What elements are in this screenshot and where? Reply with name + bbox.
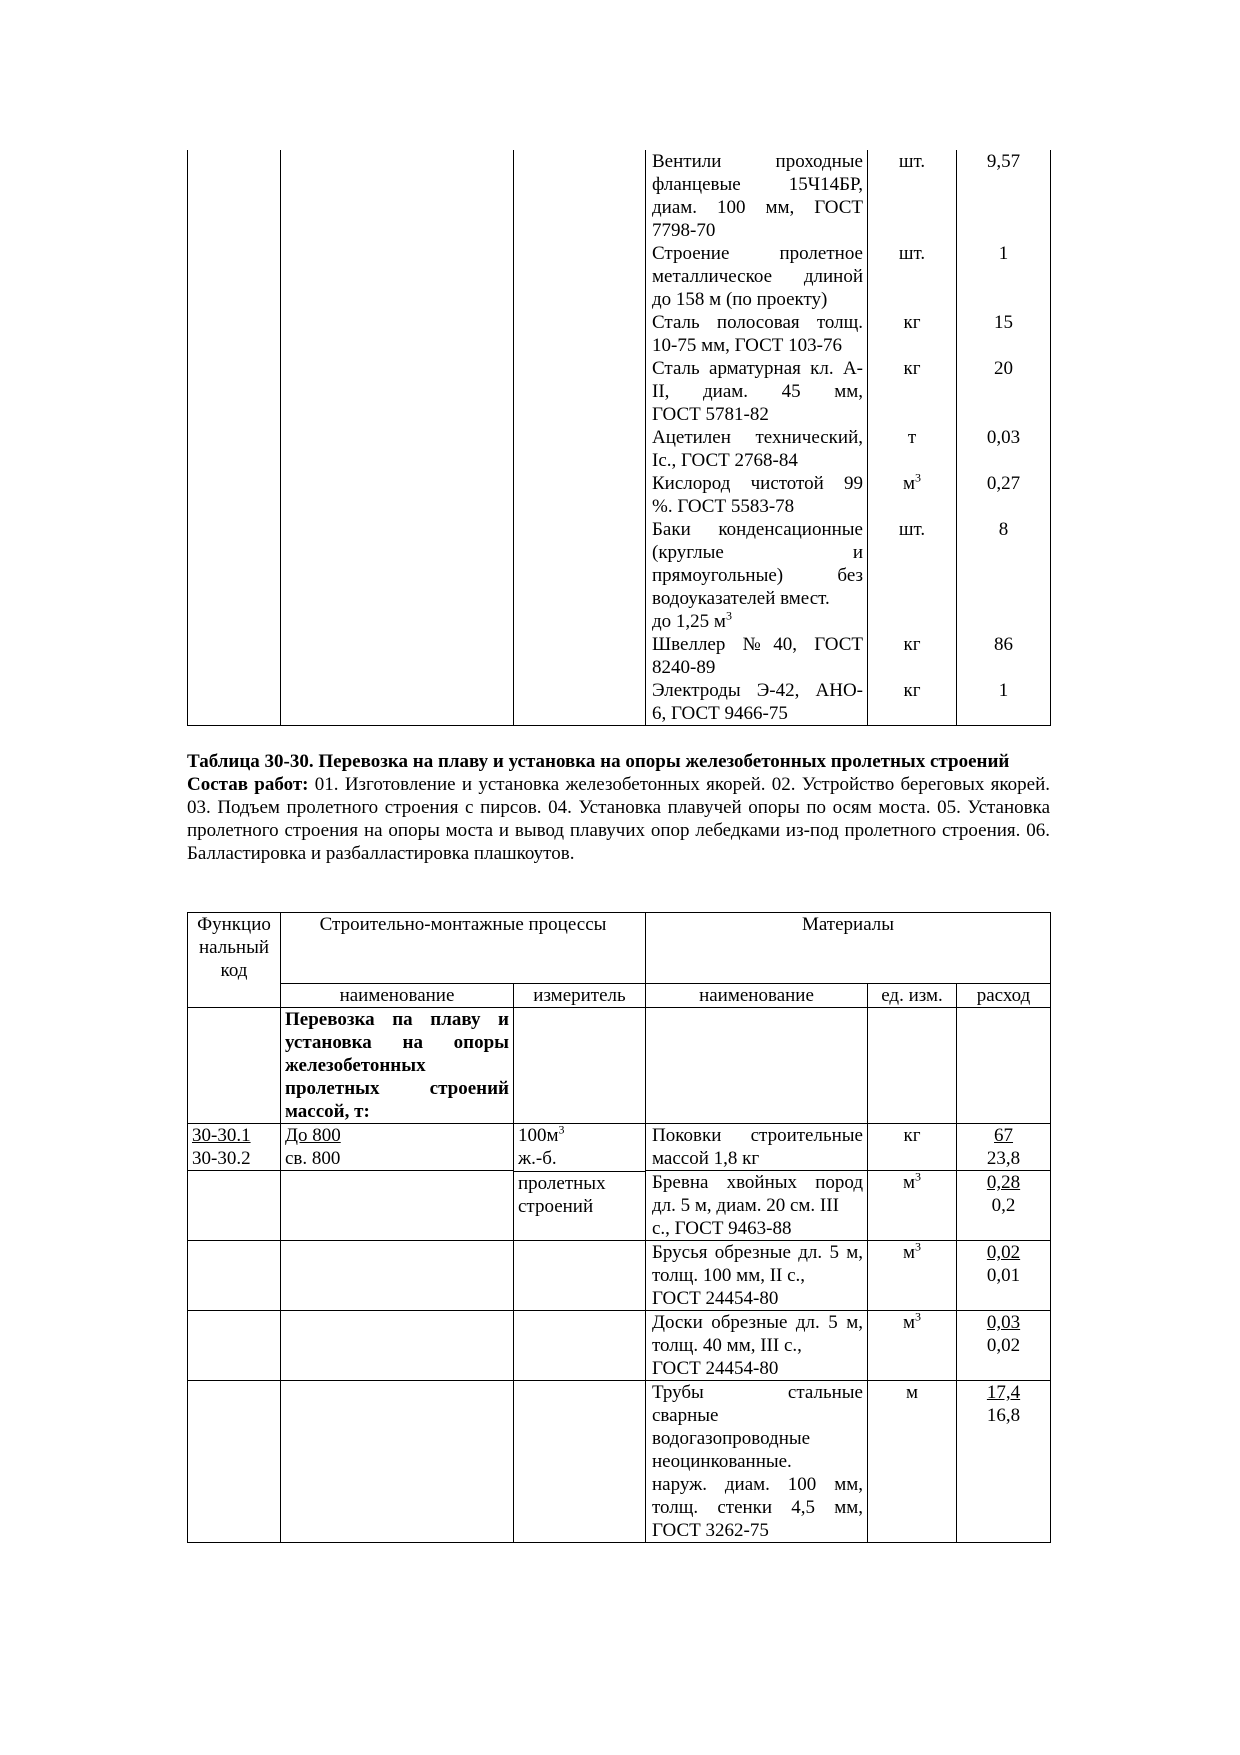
table-row: [188, 150, 1051, 242]
table-title: Таблица 30-30. Перевозка на плаву и установка на опоры железобетонных пролетных строений: [187, 751, 1010, 772]
material-name: Брусья обрезные дл. 5 м, толщ. 100 мм, II с., ГОСТ 24454-80: [646, 1241, 868, 1311]
table-row: [188, 426, 1051, 472]
table-row: [188, 518, 1051, 633]
material-amount: 0,03: [957, 426, 1051, 472]
table-row: [188, 357, 1051, 426]
table-row: [188, 472, 1051, 518]
material-name: Поковки строительные массой 1,8 кг: [646, 1124, 868, 1171]
material-unit: кг: [868, 633, 957, 679]
table-row: [188, 1381, 1051, 1543]
material-amount: 0,28 0,2: [957, 1171, 1051, 1241]
materials-table-continued: [187, 150, 1051, 726]
material-unit: т: [868, 426, 957, 472]
table-row: [188, 679, 1051, 726]
material-unit: $м^3$: [868, 472, 957, 518]
header-unit: ед. изм.: [868, 984, 957, 1008]
material-amount: 1: [957, 242, 1051, 311]
material-amount: 67 23,8: [957, 1124, 1051, 1171]
material-unit: кг: [868, 1124, 957, 1171]
material-unit: $м^3$: [868, 1311, 957, 1381]
header-material-name: наименование: [646, 984, 868, 1008]
process-names: До 800 св. 800: [281, 1124, 514, 1171]
table-subheader-row: [188, 984, 1051, 1008]
table-header-row: [188, 913, 1051, 984]
table-row: [188, 1241, 1051, 1311]
material-unit: шт.: [868, 150, 957, 242]
material-unit: кг: [868, 311, 957, 357]
material-amount: 17,4 16,8: [957, 1381, 1051, 1543]
material-name: Баки конденсационные (круглые и прямоугольные) без водоуказателей вмест. до 1,25 $м^3$: [646, 518, 868, 633]
material-unit: кг: [868, 679, 957, 726]
header-meter: измеритель: [514, 984, 646, 1008]
material-unit: м: [868, 1381, 957, 1543]
header-amount: расход: [957, 984, 1051, 1008]
material-unit: $м^3$: [868, 1241, 957, 1311]
material-name: Вентили проходные фланцевые 15Ч14БР, диам. 100 мм, ГОСТ 7798-70: [646, 150, 868, 242]
material-name: Бревна хвойных пород дл. 5 м, диам. 20 см. III с., ГОСТ 9463-88: [646, 1171, 868, 1241]
material-unit: шт.: [868, 242, 957, 311]
header-processes: Строительно-монтажные процессы: [281, 913, 646, 984]
header-name: наименование: [281, 984, 514, 1008]
material-name: Электроды Э-42, АНО- 6, ГОСТ 9466-75: [646, 679, 868, 726]
material-amount: 86: [957, 633, 1051, 679]
table-row: [188, 242, 1051, 311]
table-row: [188, 633, 1051, 679]
material-amount: 15: [957, 311, 1051, 357]
material-name: Строение пролетное металлическое длиной до 158 м (по проекту): [646, 242, 868, 311]
function-codes: 30-30.1 30-30.2: [188, 1124, 281, 1171]
material-name: Швеллер №40, ГОСТ 8240-89: [646, 633, 868, 679]
header-materials: Материалы: [646, 913, 1051, 984]
table-row: [188, 1124, 1051, 1171]
material-amount: 0,27: [957, 472, 1051, 518]
material-name: Сталь полосовая толщ. 10-75 мм, ГОСТ 103-76: [646, 311, 868, 357]
meter: $100м^3$ ж.-б. пролетных строений: [514, 1124, 646, 1241]
work-composition-text: 01. Изготовление и установка железобетонных якорей. 02. Устройство береговых якорей. 03. Подъем пролетного строения с пирсов. 04. Установка плавучей опоры по осям моста. 05. Установка пролетного строения на опоры моста и вывод плавучих опор лебедками из-под пролетного строения. 06. Балластировка и разбалластировка плашкоутов.: [187, 774, 1050, 864]
material-amount: 0,03 0,02: [957, 1311, 1051, 1381]
header-code: Функцио нальный код: [188, 913, 281, 1008]
material-name: Трубы стальные сварные водогазопроводные неоцинкованные. наруж. диам. 100 мм, толщ. стенки 4,5 мм, ГОСТ 3262-75: [646, 1381, 868, 1543]
material-amount: 0,02 0,01: [957, 1241, 1051, 1311]
material-name: Сталь арматурная кл. А-II, диам. 45 мм, ГОСТ 5781-82: [646, 357, 868, 426]
material-unit: шт.: [868, 518, 957, 633]
material-unit: кг: [868, 357, 957, 426]
material-unit: $м^3$: [868, 1171, 957, 1241]
section-row: [188, 1008, 1051, 1124]
material-amount: 20: [957, 357, 1051, 426]
material-name: Доски обрезные дл. 5 м, толщ. 40 мм, III с., ГОСТ 24454-80: [646, 1311, 868, 1381]
table-heading: [187, 750, 1050, 865]
work-composition-label: Состав работ:: [187, 774, 309, 795]
table-row: [188, 1311, 1051, 1381]
material-name: Ацетилен технический, Iс., ГОСТ 2768-84: [646, 426, 868, 472]
section-title: Перевозка па плаву и установка на опоры железобетонных пролетных строений массой, т:: [281, 1008, 514, 1124]
material-amount: 9,57: [957, 150, 1051, 242]
table-row: [188, 311, 1051, 357]
material-amount: 1: [957, 679, 1051, 726]
material-name: Кислород чистотой 99 %. ГОСТ 5583-78: [646, 472, 868, 518]
work-composition: [187, 773, 1050, 865]
material-amount: 8: [957, 518, 1051, 633]
norms-table: [187, 912, 1051, 1543]
